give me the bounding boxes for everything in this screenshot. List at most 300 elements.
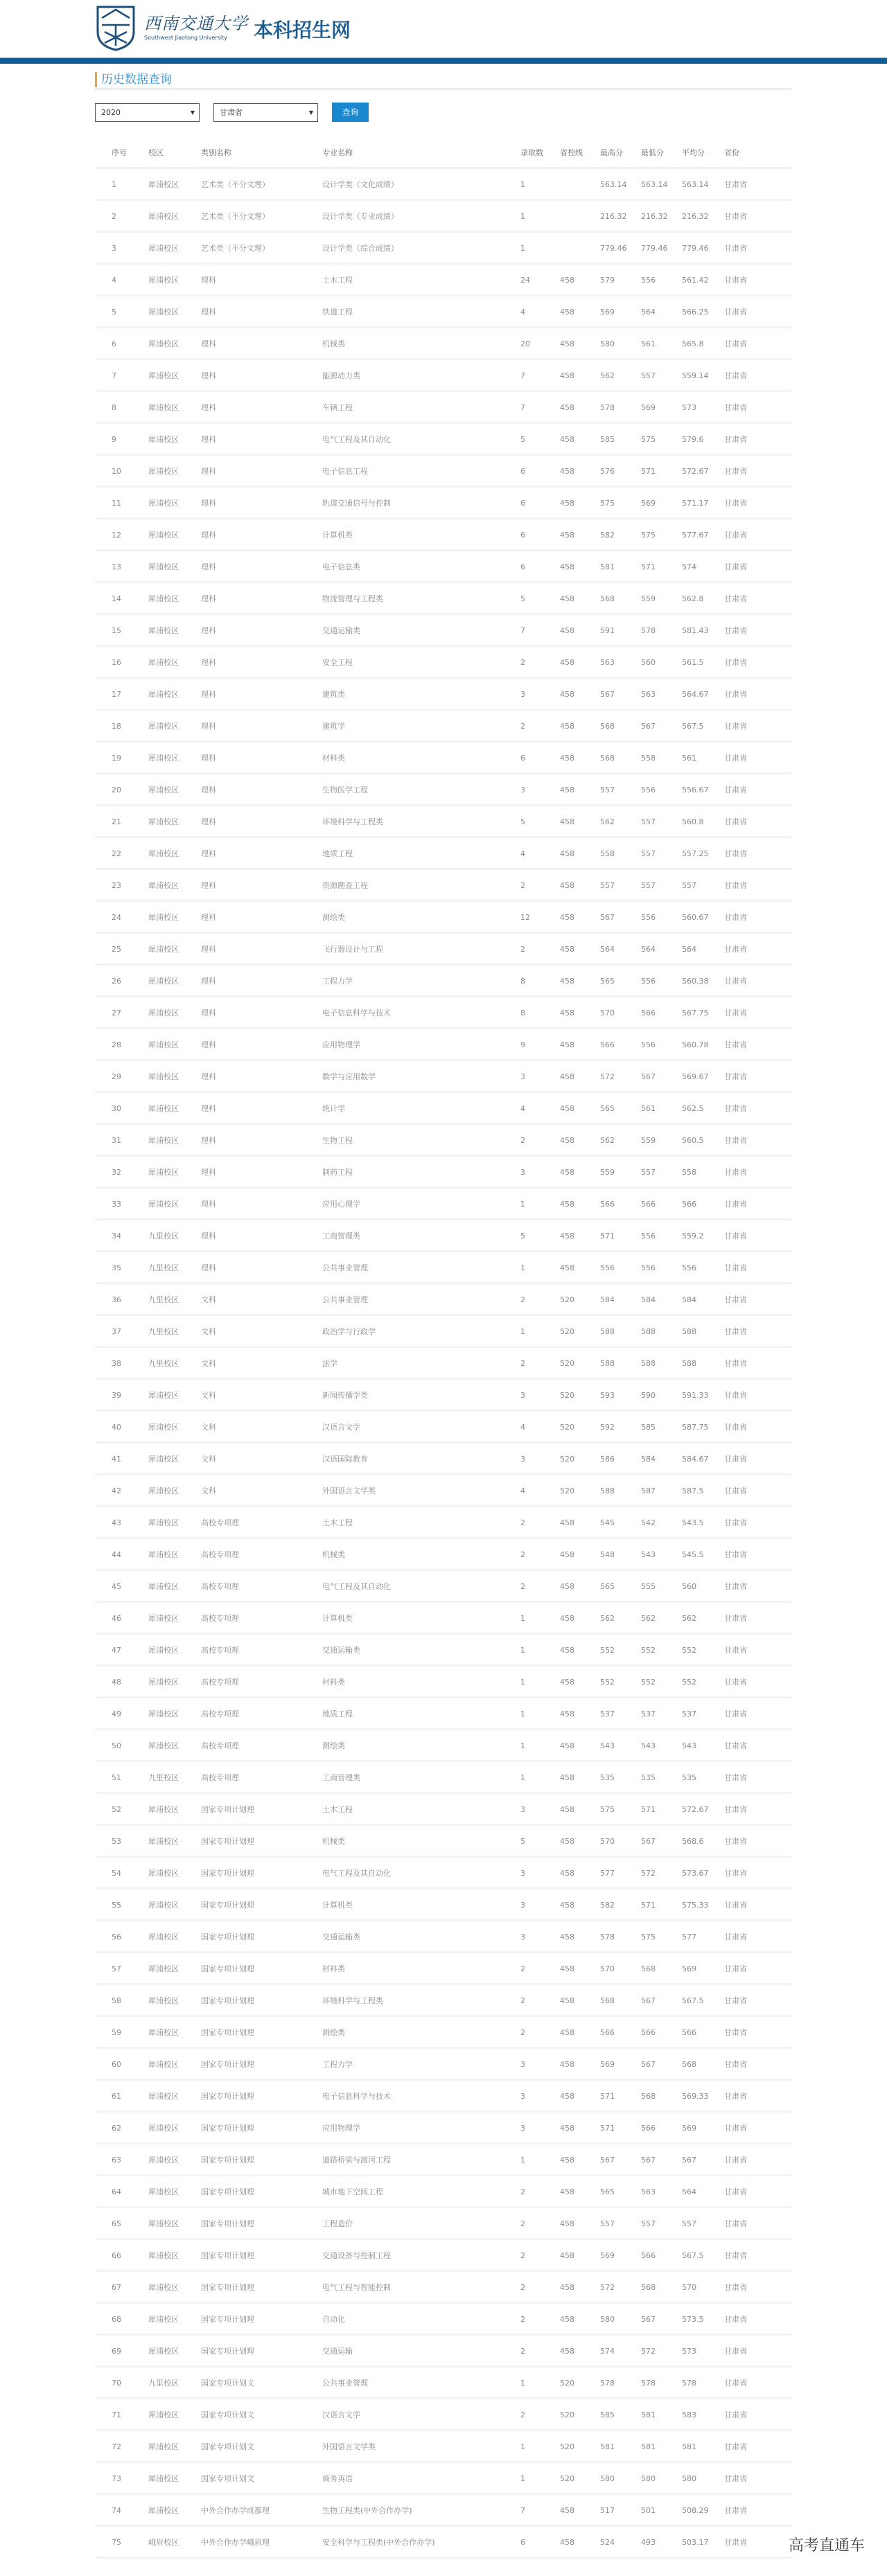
- cell-campus: 犀浦校区: [148, 2442, 179, 2451]
- cell-index: 28: [112, 1040, 121, 1049]
- cell-admitted: 1: [520, 1614, 525, 1623]
- cell-control-line: 458: [560, 658, 574, 667]
- table-row: [95, 2336, 792, 2368]
- cell-campus: 犀浦校区: [148, 1614, 179, 1623]
- cell-admitted: 1: [520, 212, 525, 221]
- cell-campus: 九里校区: [148, 1327, 179, 1336]
- divider: [95, 88, 792, 90]
- cell-major: 物流管理与工程类: [322, 594, 383, 603]
- cell-index: 58: [112, 1996, 121, 2005]
- cell-max-score: 558: [600, 849, 615, 858]
- cell-control-line: 458: [560, 531, 574, 540]
- cell-admitted: 1: [520, 2156, 525, 2165]
- cell-category: 理科: [201, 1136, 216, 1145]
- cell-index: 37: [112, 1327, 121, 1336]
- table-row: [95, 1507, 792, 1539]
- cell-category: 国家专项计划文: [201, 2379, 254, 2388]
- logo-chinese-name: 西南交通大学: [144, 14, 248, 33]
- cell-admitted: 3: [520, 1072, 525, 1081]
- cell-major: 设计学类（综合成绩）: [322, 244, 398, 253]
- cell-max-score: 567: [600, 690, 615, 699]
- cell-campus: 犀浦校区: [148, 1933, 179, 1942]
- cell-category: 国家专项计划理: [201, 1901, 254, 1910]
- cell-avg-score: 591.33: [682, 1391, 709, 1400]
- cell-index: 2: [112, 212, 116, 221]
- cell-admitted: 9: [520, 1040, 525, 1049]
- cell-min-score: 556: [641, 276, 656, 285]
- cell-index: 18: [112, 722, 121, 731]
- cell-province: 甘肃省: [724, 2028, 747, 2037]
- cell-avg-score: 562.8: [682, 594, 704, 603]
- cell-province: 甘肃省: [724, 722, 747, 731]
- cell-control-line: 458: [560, 1518, 574, 1527]
- cell-max-score: 562: [600, 371, 615, 380]
- cell-min-score: 580: [641, 2474, 656, 2483]
- cell-province: 甘肃省: [724, 1646, 747, 1655]
- cell-admitted: 3: [520, 785, 525, 794]
- table-row: [95, 711, 792, 743]
- cell-index: 35: [112, 1263, 121, 1272]
- cell-control-line: 458: [560, 276, 574, 285]
- cell-min-score: 588: [641, 1327, 656, 1336]
- cell-index: 34: [112, 1232, 121, 1241]
- cell-campus: 犀浦校区: [148, 562, 179, 571]
- cell-major: 生物工程类(中外合作办学): [322, 2506, 412, 2515]
- cell-category: 理科: [201, 1104, 216, 1113]
- cell-index: 73: [112, 2474, 121, 2483]
- cell-max-score: 591: [600, 626, 615, 635]
- cell-category: 理科: [201, 1072, 216, 1081]
- cell-index: 44: [112, 1550, 121, 1559]
- cell-max-score: 567: [600, 913, 615, 922]
- cell-min-score: 568: [641, 2092, 656, 2101]
- cell-admitted: 3: [520, 1805, 525, 1814]
- cell-province: 甘肃省: [724, 785, 747, 794]
- cell-admitted: 5: [520, 817, 525, 826]
- cell-major: 建筑学: [322, 722, 345, 731]
- cell-index: 1: [112, 180, 116, 189]
- cell-campus: 犀浦校区: [148, 1200, 179, 1209]
- cell-category: 理科: [201, 817, 216, 826]
- cell-category: 理科: [201, 977, 216, 986]
- cell-min-score: 561: [641, 1104, 656, 1113]
- cell-avg-score: 568.6: [682, 1837, 704, 1846]
- cell-province: 甘肃省: [724, 1901, 747, 1910]
- cell-admitted: 8: [520, 977, 525, 986]
- cell-category: 艺术类（不分文理）: [201, 212, 270, 221]
- cell-index: 38: [112, 1359, 121, 1368]
- cell-avg-score: 581.43: [682, 626, 709, 635]
- cell-max-score: 557: [600, 2219, 615, 2228]
- cell-avg-score: 587.5: [682, 1486, 704, 1495]
- cell-admitted: 2: [520, 722, 525, 731]
- cell-control-line: 458: [560, 1550, 574, 1559]
- cell-admitted: 3: [520, 1391, 525, 1400]
- table-row: [95, 2240, 792, 2272]
- cell-campus: 犀浦校区: [148, 180, 179, 189]
- cell-campus: 九里校区: [148, 1263, 179, 1272]
- cell-avg-score: 552: [682, 1646, 696, 1655]
- cell-min-score: 555: [641, 1582, 656, 1591]
- cell-min-score: 556: [641, 913, 656, 922]
- cell-max-score: 584: [600, 1295, 615, 1304]
- cell-control-line: 458: [560, 1040, 574, 1049]
- cell-max-score: 565: [600, 977, 615, 986]
- table-row: [95, 1826, 792, 1858]
- cell-max-score: 582: [600, 531, 615, 540]
- col-header-province: 省份: [724, 148, 739, 157]
- cell-max-score: 577: [600, 1869, 615, 1878]
- cell-campus: 犀浦校区: [148, 531, 179, 540]
- cell-admitted: 5: [520, 594, 525, 603]
- cell-avg-score: 578: [682, 2379, 696, 2388]
- cell-avg-score: 560.78: [682, 1040, 709, 1049]
- cell-admitted: 6: [520, 2538, 525, 2547]
- cell-major: 铁道工程: [322, 308, 353, 317]
- cell-max-score: 562: [600, 817, 615, 826]
- cell-min-score: 567: [641, 2060, 656, 2069]
- cell-admitted: 5: [520, 1232, 525, 1241]
- cell-major: 交通运输类: [322, 1933, 360, 1942]
- cell-index: 13: [112, 562, 121, 571]
- cell-control-line: 458: [560, 1263, 574, 1272]
- cell-admitted: 1: [520, 1200, 525, 1209]
- col-header-admitted: 录取数: [520, 148, 543, 157]
- cell-category: 文科: [201, 1391, 216, 1400]
- cell-category: 国家专项计划理: [201, 2156, 254, 2165]
- cell-admitted: 2: [520, 1964, 525, 1973]
- cell-category: 国家专项计划理: [201, 1837, 254, 1846]
- cell-admitted: 2: [520, 658, 525, 667]
- cell-min-score: 556: [641, 1263, 656, 1272]
- cell-index: 27: [112, 1009, 121, 1018]
- col-header-min: 最低分: [641, 148, 664, 157]
- table-row: [95, 2017, 792, 2049]
- cell-min-score: 568: [641, 2283, 656, 2292]
- query-button[interactable]: 查询: [332, 103, 369, 122]
- cell-admitted: 1: [520, 1678, 525, 1687]
- table-row: [95, 1252, 792, 1284]
- cell-major: 商务英语: [322, 2474, 353, 2483]
- cell-admitted: 1: [520, 1263, 525, 1272]
- cell-avg-score: 567.5: [682, 722, 704, 731]
- cell-control-line: 458: [560, 594, 574, 603]
- cell-index: 49: [112, 1709, 121, 1718]
- cell-max-score: 570: [600, 1964, 615, 1973]
- cell-admitted: 6: [520, 562, 525, 571]
- cell-control-line: 458: [560, 1837, 574, 1846]
- cell-major: 能源动力类: [322, 371, 360, 380]
- cell-index: 31: [112, 1136, 121, 1145]
- cell-index: 3: [112, 244, 116, 253]
- cell-admitted: 2: [520, 1295, 525, 1304]
- cell-major: 土木工程: [322, 1518, 353, 1527]
- cell-category: 高校专项理: [201, 1646, 239, 1655]
- cell-index: 33: [112, 1200, 121, 1209]
- cell-min-score: 567: [641, 1837, 656, 1846]
- cell-control-line: 458: [560, 403, 574, 412]
- cell-min-score: 556: [641, 1232, 656, 1241]
- cell-campus: 犀浦校区: [148, 339, 179, 348]
- cell-min-score: 552: [641, 1678, 656, 1687]
- cell-category: 理科: [201, 562, 216, 571]
- cell-control-line: 458: [560, 371, 574, 380]
- table-row: [95, 1029, 792, 1061]
- cell-admitted: 3: [520, 1901, 525, 1910]
- cell-avg-score: 560.38: [682, 977, 709, 986]
- cell-campus: 犀浦校区: [148, 945, 179, 954]
- cell-province: 甘肃省: [724, 690, 747, 699]
- cell-control-line: 458: [560, 2538, 574, 2547]
- cell-campus: 犀浦校区: [148, 1901, 179, 1910]
- table-row: [95, 2081, 792, 2113]
- cell-category: 理科: [201, 690, 216, 699]
- cell-campus: 犀浦校区: [148, 1518, 179, 1527]
- cell-avg-score: 571.17: [682, 499, 709, 508]
- cell-category: 艺术类（不分文理）: [201, 244, 270, 253]
- cell-avg-score: 572.67: [682, 1805, 709, 1814]
- cell-category: 国家专项计划理: [201, 2315, 254, 2324]
- table-row: [95, 2495, 792, 2527]
- cell-major: 材料类: [322, 1964, 345, 1973]
- cell-avg-score: 569: [682, 2124, 696, 2133]
- cell-province: 甘肃省: [724, 2124, 747, 2133]
- col-header-campus: 校区: [148, 148, 164, 157]
- cell-index: 61: [112, 2092, 121, 2101]
- cell-index: 57: [112, 1964, 121, 1973]
- cell-index: 9: [112, 435, 116, 444]
- cell-control-line: 458: [560, 913, 574, 922]
- cell-major: 飞行器设计与工程: [322, 945, 383, 954]
- cell-province: 甘肃省: [724, 1136, 747, 1145]
- cell-major: 电子信息工程: [322, 467, 368, 476]
- cell-major: 机械类: [322, 1837, 345, 1846]
- table-row: [95, 2113, 792, 2144]
- cell-control-line: 458: [560, 1009, 574, 1018]
- cell-min-score: 560: [641, 658, 656, 667]
- cell-province: 甘肃省: [724, 913, 747, 922]
- cell-index: 67: [112, 2283, 121, 2292]
- cell-min-score: 557: [641, 2219, 656, 2228]
- cell-category: 高校专项理: [201, 1614, 239, 1623]
- cell-avg-score: 568: [682, 2060, 696, 2069]
- cell-min-score: 578: [641, 626, 656, 635]
- cell-min-score: 556: [641, 785, 656, 794]
- cell-max-score: 216.32: [600, 212, 627, 221]
- cell-admitted: 2: [520, 2283, 525, 2292]
- cell-min-score: 493: [641, 2538, 656, 2547]
- cell-category: 理科: [201, 945, 216, 954]
- cell-index: 72: [112, 2442, 121, 2451]
- table-row: [95, 838, 792, 870]
- cell-index: 14: [112, 594, 121, 603]
- cell-avg-score: 558: [682, 1168, 696, 1177]
- cell-major: 计算机类: [322, 1614, 353, 1623]
- cell-avg-score: 567.5: [682, 1996, 704, 2005]
- cell-admitted: 4: [520, 308, 525, 317]
- cell-index: 59: [112, 2028, 121, 2037]
- cell-category: 高校专项理: [201, 1582, 239, 1591]
- table-row: [95, 2272, 792, 2304]
- cell-avg-score: 503.17: [682, 2538, 709, 2547]
- cell-major: 外国语言文学类: [322, 2442, 376, 2451]
- cell-index: 65: [112, 2219, 121, 2228]
- cell-max-score: 567: [600, 2156, 615, 2165]
- cell-index: 19: [112, 754, 121, 763]
- cell-admitted: 2: [520, 1359, 525, 1368]
- cell-admitted: 6: [520, 499, 525, 508]
- cell-campus: 犀浦校区: [148, 1072, 179, 1081]
- cell-avg-score: 779.46: [682, 244, 709, 253]
- cell-avg-score: 564: [682, 2187, 696, 2196]
- cell-min-score: 571: [641, 1901, 656, 1910]
- cell-min-score: 566: [641, 2028, 656, 2037]
- cell-admitted: 3: [520, 690, 525, 699]
- cell-category: 理科: [201, 339, 216, 348]
- cell-max-score: 581: [600, 2442, 615, 2451]
- cell-province: 甘肃省: [724, 2283, 747, 2292]
- cell-index: 42: [112, 1486, 121, 1495]
- cell-max-score: 570: [600, 1837, 615, 1846]
- cell-avg-score: 552: [682, 1678, 696, 1687]
- cell-max-score: 570: [600, 1009, 615, 1018]
- cell-province: 甘肃省: [724, 308, 747, 317]
- cell-min-score: 567: [641, 1996, 656, 2005]
- cell-category: 国家专项计划理: [201, 1964, 254, 1973]
- cell-min-score: 567: [641, 1072, 656, 1081]
- table-row: [95, 233, 792, 265]
- cell-province: 甘肃省: [724, 1933, 747, 1942]
- cell-campus: 犀浦校区: [148, 2060, 179, 2069]
- province-select[interactable]: [213, 103, 318, 122]
- cell-avg-score: 566: [682, 2028, 696, 2037]
- cell-admitted: 2: [520, 1996, 525, 2005]
- cell-major: 土木工程: [322, 276, 353, 285]
- cell-max-score: 585: [600, 435, 615, 444]
- cell-campus: 犀浦校区: [148, 1741, 179, 1750]
- cell-campus: 犀浦校区: [148, 2315, 179, 2324]
- cell-control-line: 458: [560, 2028, 574, 2037]
- cell-category: 文科: [201, 1486, 216, 1495]
- cell-max-score: 548: [600, 1550, 615, 1559]
- cell-min-score: 567: [641, 722, 656, 731]
- cell-province: 甘肃省: [724, 1295, 747, 1304]
- cell-category: 国家专项计划理: [201, 1996, 254, 2005]
- cell-category: 高校专项理: [201, 1550, 239, 1559]
- cell-control-line: 458: [560, 1168, 574, 1177]
- cell-min-score: 569: [641, 499, 656, 508]
- cell-avg-score: 584.67: [682, 1455, 709, 1464]
- cell-index: 64: [112, 2187, 121, 2196]
- cell-campus: 犀浦校区: [148, 594, 179, 603]
- cell-campus: 犀浦校区: [148, 626, 179, 635]
- cell-max-score: 580: [600, 2474, 615, 2483]
- cell-index: 24: [112, 913, 121, 922]
- cell-province: 甘肃省: [724, 403, 747, 412]
- cell-category: 理科: [201, 626, 216, 635]
- cell-admitted: 8: [520, 1009, 525, 1018]
- cell-province: 甘肃省: [724, 1359, 747, 1368]
- cell-min-score: 571: [641, 467, 656, 476]
- cell-campus: 犀浦校区: [148, 1550, 179, 1559]
- table-row: [95, 1189, 792, 1220]
- cell-control-line: 520: [560, 2442, 574, 2451]
- cell-campus: 犀浦校区: [148, 212, 179, 221]
- cell-max-score: 581: [600, 562, 615, 571]
- cell-province: 甘肃省: [724, 1200, 747, 1209]
- cell-admitted: 3: [520, 1455, 525, 1464]
- cell-min-score: 572: [641, 2347, 656, 2356]
- cell-admitted: 1: [520, 1327, 525, 1336]
- cell-admitted: 4: [520, 1104, 525, 1113]
- cell-campus: 犀浦校区: [148, 1009, 179, 1018]
- cell-major: 设计学类（文化成绩）: [322, 180, 398, 189]
- cell-admitted: 1: [520, 1773, 525, 1782]
- cell-max-score: 569: [600, 308, 615, 317]
- cell-category: 理科: [201, 1232, 216, 1241]
- cell-control-line: 458: [560, 1709, 574, 1718]
- cell-category: 理科: [201, 1040, 216, 1049]
- cell-major: 机械类: [322, 339, 345, 348]
- cell-major: 公共事业管理: [322, 2379, 368, 2388]
- cell-category: 高校专项理: [201, 1518, 239, 1527]
- cell-admitted: 3: [520, 1933, 525, 1942]
- cell-province: 甘肃省: [724, 2442, 747, 2451]
- cell-avg-score: 543: [682, 1741, 696, 1750]
- cell-campus: 犀浦校区: [148, 1996, 179, 2005]
- cell-max-score: 571: [600, 2092, 615, 2101]
- table-row: [95, 296, 792, 328]
- cell-min-score: 566: [641, 2124, 656, 2133]
- cell-admitted: 2: [520, 1582, 525, 1591]
- cell-province: 甘肃省: [724, 1232, 747, 1241]
- cell-major: 车辆工程: [322, 403, 353, 412]
- table-row: [95, 2144, 792, 2176]
- cell-max-score: 566: [600, 2028, 615, 2037]
- cell-avg-score: 574: [682, 562, 696, 571]
- cell-avg-score: 557.25: [682, 849, 709, 858]
- cell-admitted: 2: [520, 945, 525, 954]
- cell-avg-score: 583: [682, 2410, 696, 2419]
- cell-avg-score: 560.5: [682, 1136, 704, 1145]
- cell-province: 甘肃省: [724, 1072, 747, 1081]
- site-header: [0, 0, 887, 57]
- table-row: [95, 1539, 792, 1571]
- col-header-category: 类别名称: [201, 148, 231, 157]
- cell-avg-score: 562: [682, 1614, 696, 1623]
- cell-campus: 犀浦校区: [148, 1646, 179, 1655]
- province-select-value: 甘肃省: [220, 108, 243, 117]
- cell-campus: 犀浦校区: [148, 308, 179, 317]
- cell-admitted: 2: [520, 1518, 525, 1527]
- cell-major: 生物工程: [322, 1136, 353, 1145]
- cell-admitted: 1: [520, 2379, 525, 2388]
- cell-min-score: 557: [641, 1168, 656, 1177]
- cell-min-score: 568: [641, 1964, 656, 1973]
- cell-index: 50: [112, 1741, 121, 1750]
- col-header-max: 最高分: [600, 148, 623, 157]
- cell-campus: 峨眉校区: [148, 2538, 179, 2547]
- cell-avg-score: 567.5: [682, 2251, 704, 2260]
- table-row: [95, 1890, 792, 1921]
- cell-min-score: 779.46: [641, 244, 668, 253]
- cell-campus: 犀浦校区: [148, 2347, 179, 2356]
- cell-control-line: 520: [560, 1359, 574, 1368]
- year-select[interactable]: [95, 103, 200, 122]
- cell-index: 10: [112, 467, 121, 476]
- table-row: [95, 360, 792, 392]
- cell-control-line: 458: [560, 435, 574, 444]
